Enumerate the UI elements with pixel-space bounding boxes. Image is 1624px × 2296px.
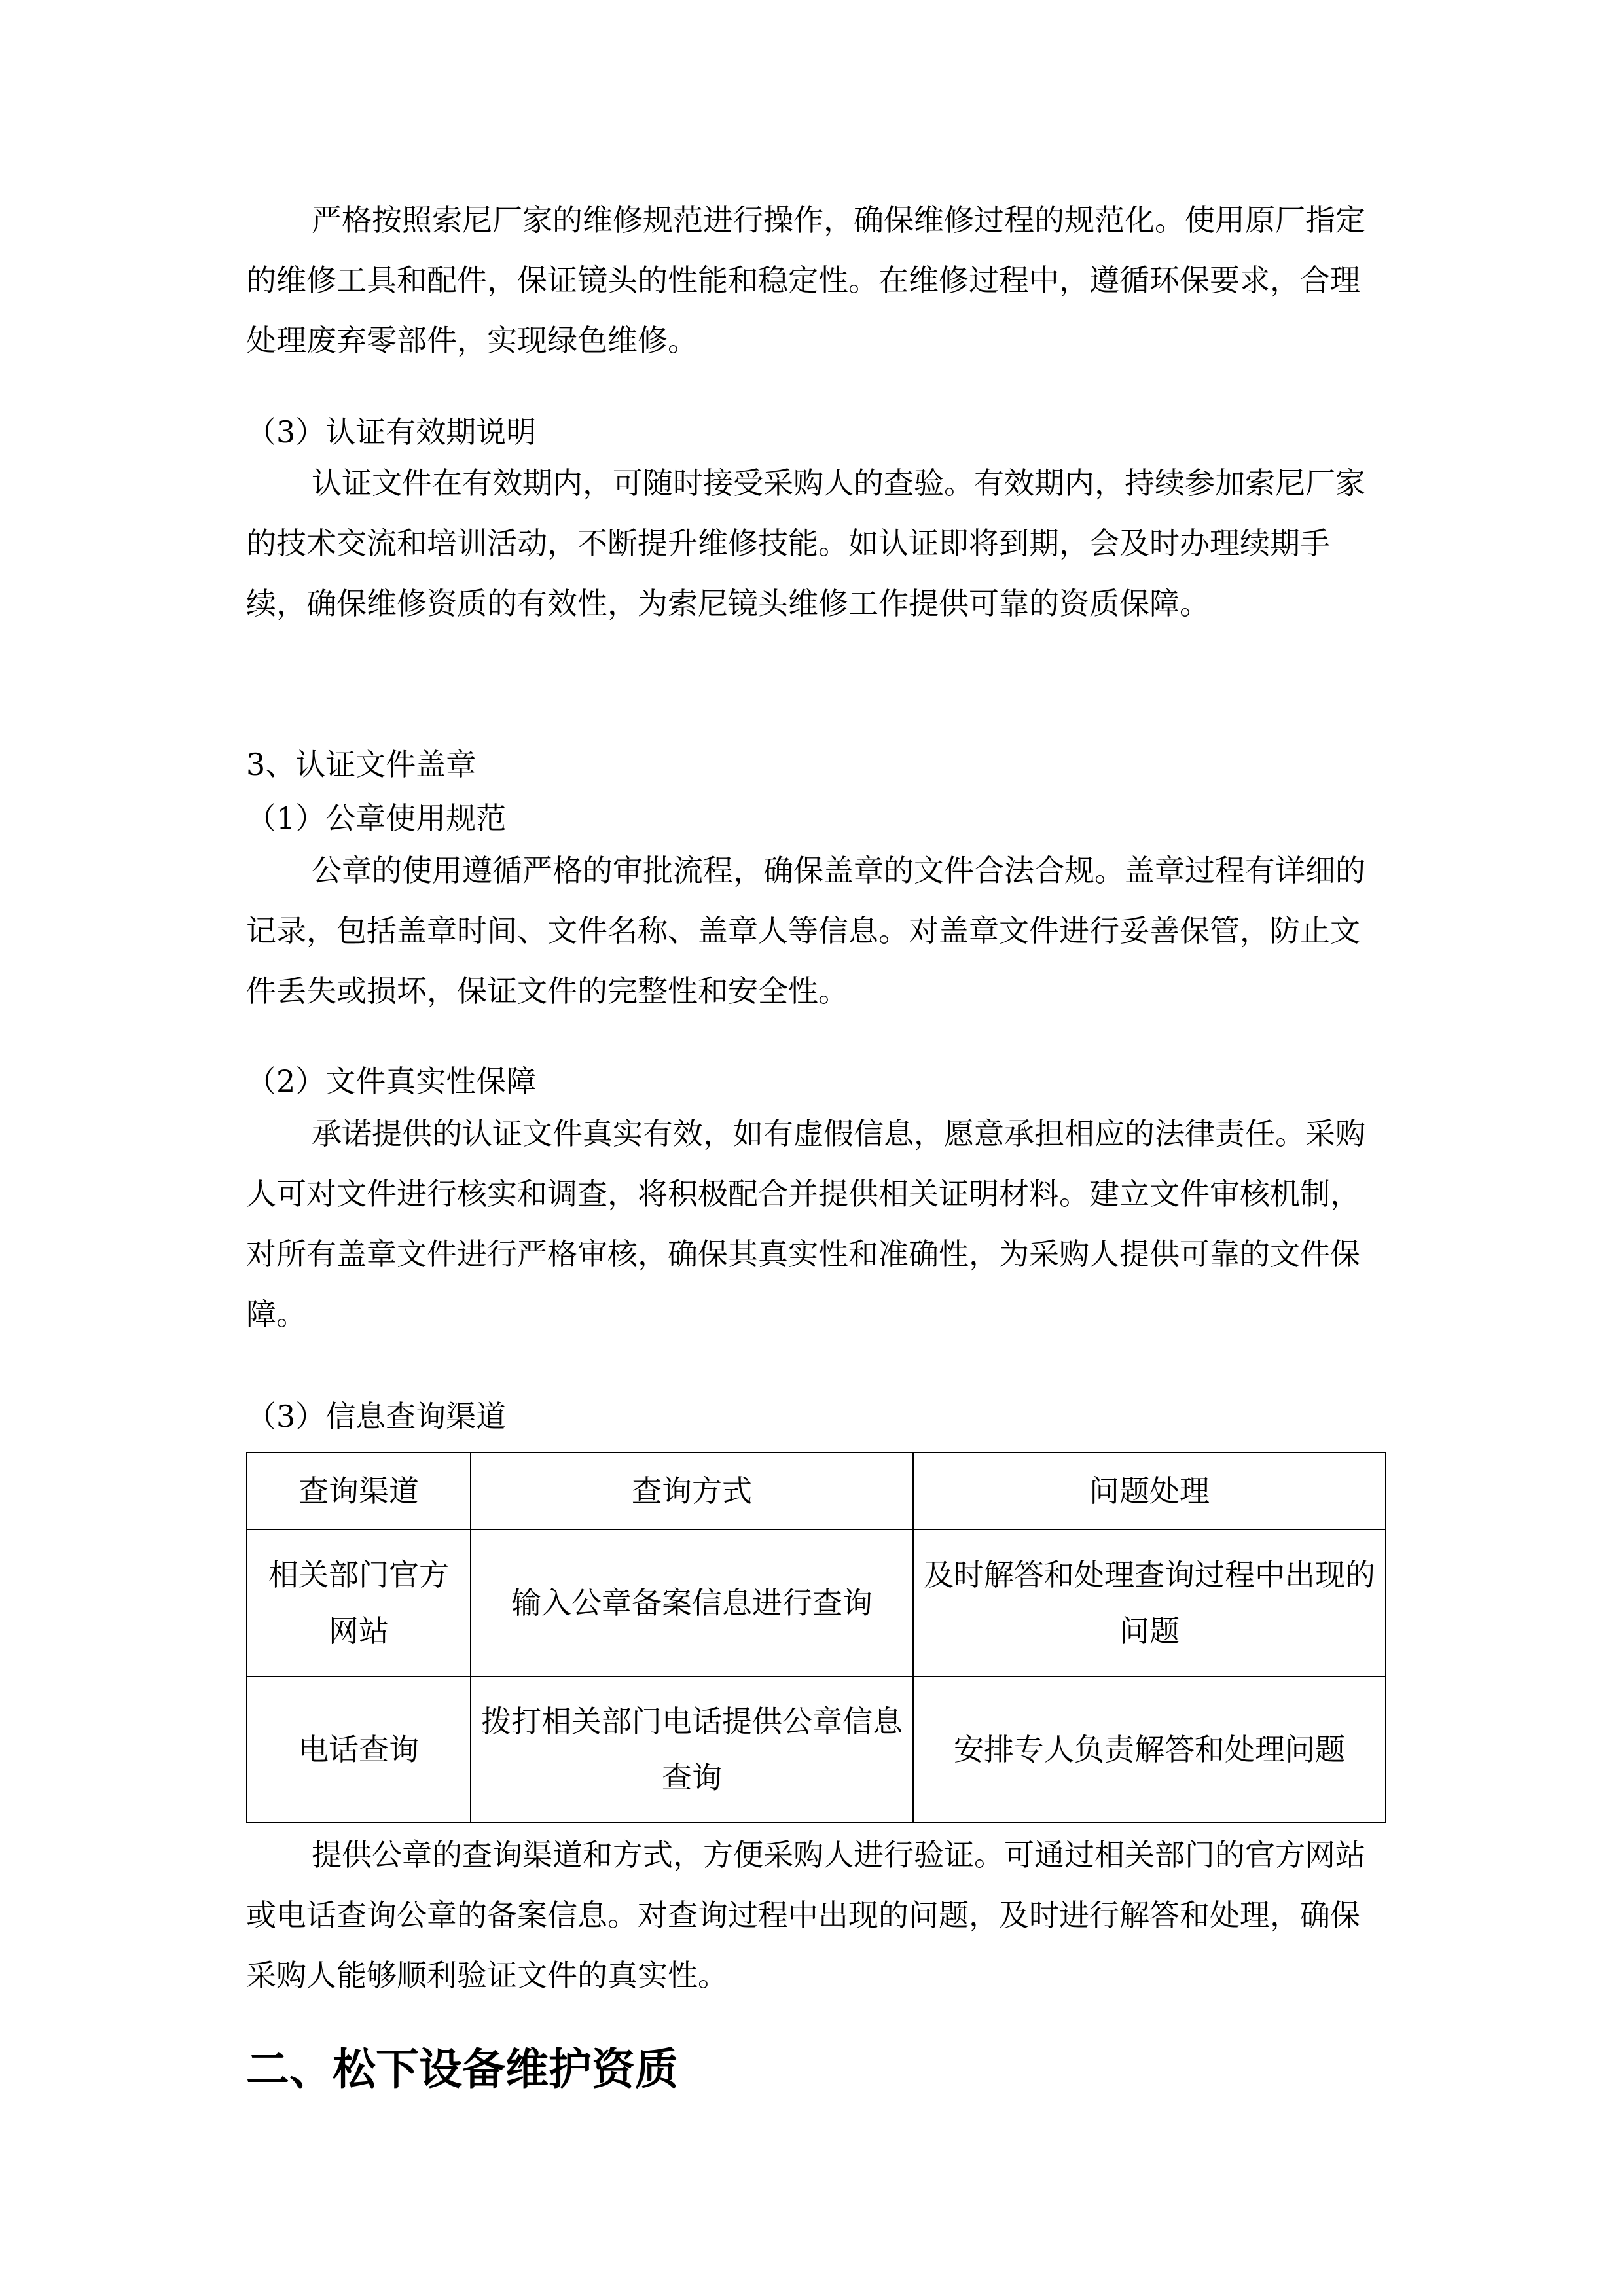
table-header-row	[247, 1452, 1386, 1530]
subheading-seal-rules: （1）公章使用规范	[246, 800, 507, 836]
table-cell: 及时解答和处理查询过程中出现的问题	[913, 1530, 1386, 1676]
subheading-stamp: 3、认证文件盖章	[246, 747, 477, 782]
table-cell: 安排专人负责解答和处理问题	[913, 1676, 1386, 1823]
table-row	[247, 1676, 1386, 1823]
paragraph-validity: 认证文件在有效期内，可随时接受采购人的查验。有效期内，持续参加索尼厂家的技术交流和培训活动，不断提升维修技能。如认证即将到期，会及时办理续期手续，确保维修资质的有效性，为索尼镜头维修工作提供可靠的资质保障。	[246, 465, 1365, 621]
subheading-authenticity: （2）文件真实性保障	[246, 1064, 537, 1099]
paragraph-query-summary: 提供公章的查询渠道和方式，方便采购人进行验证。可通过相关部门的官方网站或电话查询公章的备案信息。对查询过程中出现的问题，及时进行解答和处理，确保采购人能够顺利验证文件的真实性。	[246, 1837, 1365, 1993]
table-cell: 拨打相关部门电话提供公章信息查询	[471, 1676, 913, 1823]
subheading-validity: （3）认证有效期说明	[246, 414, 537, 450]
table-header-cell: 问题处理	[913, 1452, 1386, 1530]
table-header-cell: 查询渠道	[247, 1452, 471, 1530]
subheading-query-channels: （3）信息查询渠道	[246, 1399, 507, 1434]
table-cell: 相关部门官方网站	[247, 1530, 471, 1676]
paragraph-authenticity: 承诺提供的认证文件真实有效，如有虚假信息，愿意承担相应的法律责任。采购人可对文件进行核实和调查，将积极配合并提供相关证明材料。建立文件审核机制，对所有盖章文件进行严格审核，确保其真实性和准确性，为采购人提供可靠的文件保障。	[246, 1116, 1365, 1332]
table-cell: 输入公章备案信息进行查询	[471, 1530, 913, 1676]
section-heading: 二、松下设备维护资质	[246, 2044, 678, 2094]
paragraph-repair-standards: 严格按照索尼厂家的维修规范进行操作，确保维修过程的规范化。使用原厂指定的维修工具和配件，保证镜头的性能和稳定性。在维修过程中，遵循环保要求，合理处理废弃零部件，实现绿色维修。	[246, 202, 1365, 358]
table-row	[247, 1530, 1386, 1676]
table-cell: 电话查询	[247, 1676, 471, 1823]
paragraph-seal-rules: 公章的使用遵循严格的审批流程，确保盖章的文件合法合规。盖章过程有详细的记录，包括盖章时间、文件名称、盖章人等信息。对盖章文件进行妥善保管，防止文件丢失或损坏，保证文件的完整性和安全性。	[246, 853, 1365, 1009]
query-channel-table	[246, 1452, 1386, 1823]
table-header-cell: 查询方式	[471, 1452, 913, 1530]
